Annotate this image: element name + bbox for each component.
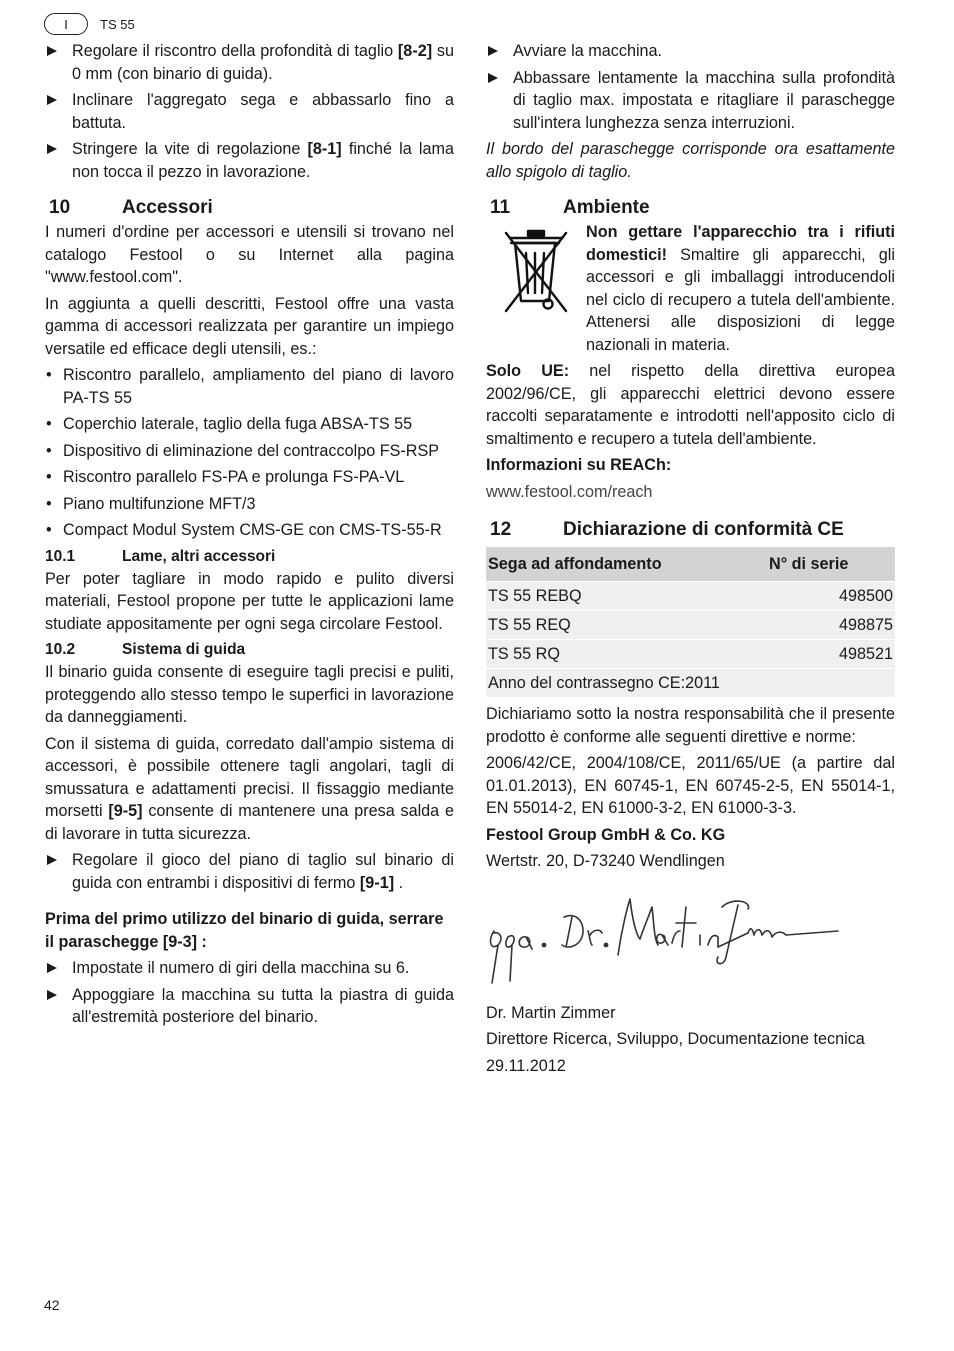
bullet-item: • Riscontro parallelo FS-PA e prolunga FS-PA-VL (45, 466, 454, 489)
page-header (44, 12, 135, 36)
signature-date: 29.11.2012 (486, 1056, 566, 1075)
table-cell: Anno del contrassegno CE:2011 (486, 669, 895, 698)
bullet-item: • Dispositivo di eliminazione del contraccolpo FS-RSP (45, 440, 454, 463)
page-number: 42 (44, 1297, 60, 1313)
bullet-item: • Coperchio laterale, taglio della fuga ABSA-TS 55 (45, 413, 454, 436)
crossed-bin-icon (486, 221, 586, 321)
company-name: Festool Group GmbH & Co. KG (486, 825, 726, 844)
instruction-step: Impostate il numero di giri della macchina su 6. (45, 957, 454, 980)
table-cell: 498500 (767, 582, 895, 611)
paragraph: 2006/42/CE, 2004/108/CE, 2011/65/UE (a partire dal 01.01.2013), EN 60745-1, EN 60745-2-5, EN 55014-1, EN 55014-2, EN 61000-3-2, EN 61000-3-3. (486, 754, 895, 817)
left-column (45, 40, 454, 1033)
section-heading-accessori: 10 Accessori (49, 197, 213, 218)
subsection-heading-lame: 10.1 Lame, altri accessori (45, 547, 276, 565)
table-cell: 498521 (767, 640, 895, 669)
signer-role: Direttore Ricerca, Sviluppo, Documentazione tecnica (486, 1030, 865, 1048)
instruction-step: Appoggiare la macchina su tutta la piastra di guida all'estremità posteriore del binario. (45, 984, 454, 1029)
paragraph: Dichiariamo sotto la nostra responsabilità che il presente prodotto è conforme alle seguenti direttive e norme: (486, 705, 895, 746)
reach-label: Informazioni su REACh: (486, 456, 672, 474)
section-heading-conformita: 12 Dichiarazione di conformità CE (490, 519, 844, 540)
signer-name: Dr. Martin Zimmer (486, 1003, 616, 1022)
table-cell: 498875 (767, 611, 895, 640)
paragraph: Con il sistema di guida, corredato dall'ampio sistema di accessori, è possibile ottenere tagli angolari, tagli di smussatura e adattamenti precisi. Il fissaggio mediante morsetti [9-5] consente di mantenere una presa salda e di lavorare in tutta sicurezza. (45, 734, 454, 843)
paragraph: In aggiunta a quelli descritti, Festool offre una vasta gamma di accessori realizzata per garantire un impiego versatile ed efficace degli utensili, es.: (45, 294, 454, 358)
reach-link[interactable]: www.festool.com/reach (486, 482, 653, 501)
table-row (486, 611, 895, 640)
table-row (486, 582, 895, 611)
section-heading-ambiente: 11 Ambiente (490, 197, 650, 218)
instruction-step: Regolare il riscontro della profondità di taglio [8-2] su 0 mm (con binario di guida). (45, 40, 454, 85)
table-cell: TS 55 RQ (486, 640, 767, 669)
subsection-heading-sistema-guida: 10.2 Sistema di guida (45, 641, 246, 658)
right-column (486, 40, 895, 1081)
bold-note: Prima del primo utilizzo del binario di guida, serrare il paraschegge [9-3] : (45, 910, 444, 951)
model-label: TS 55 (100, 16, 135, 32)
disposal-text: Non gettare l'apparecchio tra i rifiuti domestici! Smaltire gli apparecchi, gli accessori e gli imballaggi introducendoli nel ciclo di recupero a tutela dell'ambiente. Attenersi alle disposizioni di legge nazionali in materia. (586, 223, 895, 354)
instruction-step: Inclinare l'aggregato sega e abbassarlo fino a battuta. (45, 89, 454, 134)
bullet-item: • Piano multifunzione MFT/3 (45, 493, 454, 516)
bullet-item: • Compact Modul System CMS-GE con CMS-TS-55-R (45, 519, 454, 542)
bullet-item: • Riscontro parallelo, ampliamento del piano di lavoro PA-TS 55 (45, 364, 454, 409)
instruction-step: Avviare la macchina. (486, 40, 895, 63)
table-header-row (486, 547, 895, 582)
table-cell: TS 55 REBQ (486, 582, 767, 611)
table-row (486, 669, 895, 698)
serial-table (486, 547, 895, 697)
paragraph: Per poter tagliare in modo rapido e pulito diversi materiali, Festool propone per tutte le applicazioni lame studiate appositamente per ogni sega circolare Festool. (45, 569, 454, 633)
paragraph: I numeri d'ordine per accessori e utensili si trovano nel catalogo Festool o su Internet alla pagina "www.festool.com". (45, 223, 454, 286)
instruction-step: Regolare il gioco del piano di taglio sul binario di guida con entrambi i dispositivi di fermo [9-1] . (45, 849, 454, 894)
table-header: Sega ad affondamento (486, 547, 767, 582)
language-badge: I (44, 13, 88, 35)
italic-note: Il bordo del paraschegge corrisponde ora esattamente allo spigolo di taglio. (486, 140, 895, 181)
disposal-block (486, 221, 895, 360)
instruction-step: Stringere la vite di regolazione [8-1] finché la lama non tocca il pezzo in lavorazione. (45, 138, 454, 183)
table-row (486, 640, 895, 669)
signature-image (486, 887, 846, 997)
table-header: N° di serie (767, 547, 895, 582)
instruction-step: Abbassare lentamente la macchina sulla profondità di taglio max. impostata e ritagliare il paraschegge sull'intera lunghezza senza interruzioni. (486, 67, 895, 135)
company-address: Wertstr. 20, D-73240 Wendlingen (486, 852, 725, 870)
table-cell: TS 55 REQ (486, 611, 767, 640)
paragraph: Il binario guida consente di eseguire tagli precisi e puliti, proteggendo allo stesso tempo le superfici in lavorazione da danneggiamenti. (45, 663, 454, 726)
paragraph: Solo UE: nel rispetto della direttiva europea 2002/96/CE, gli apparecchi elettrici devono essere raccolti separatamente e introdotti nell'apposito ciclo di smaltimento e recupero a tutela dell'ambiente. (486, 362, 895, 448)
